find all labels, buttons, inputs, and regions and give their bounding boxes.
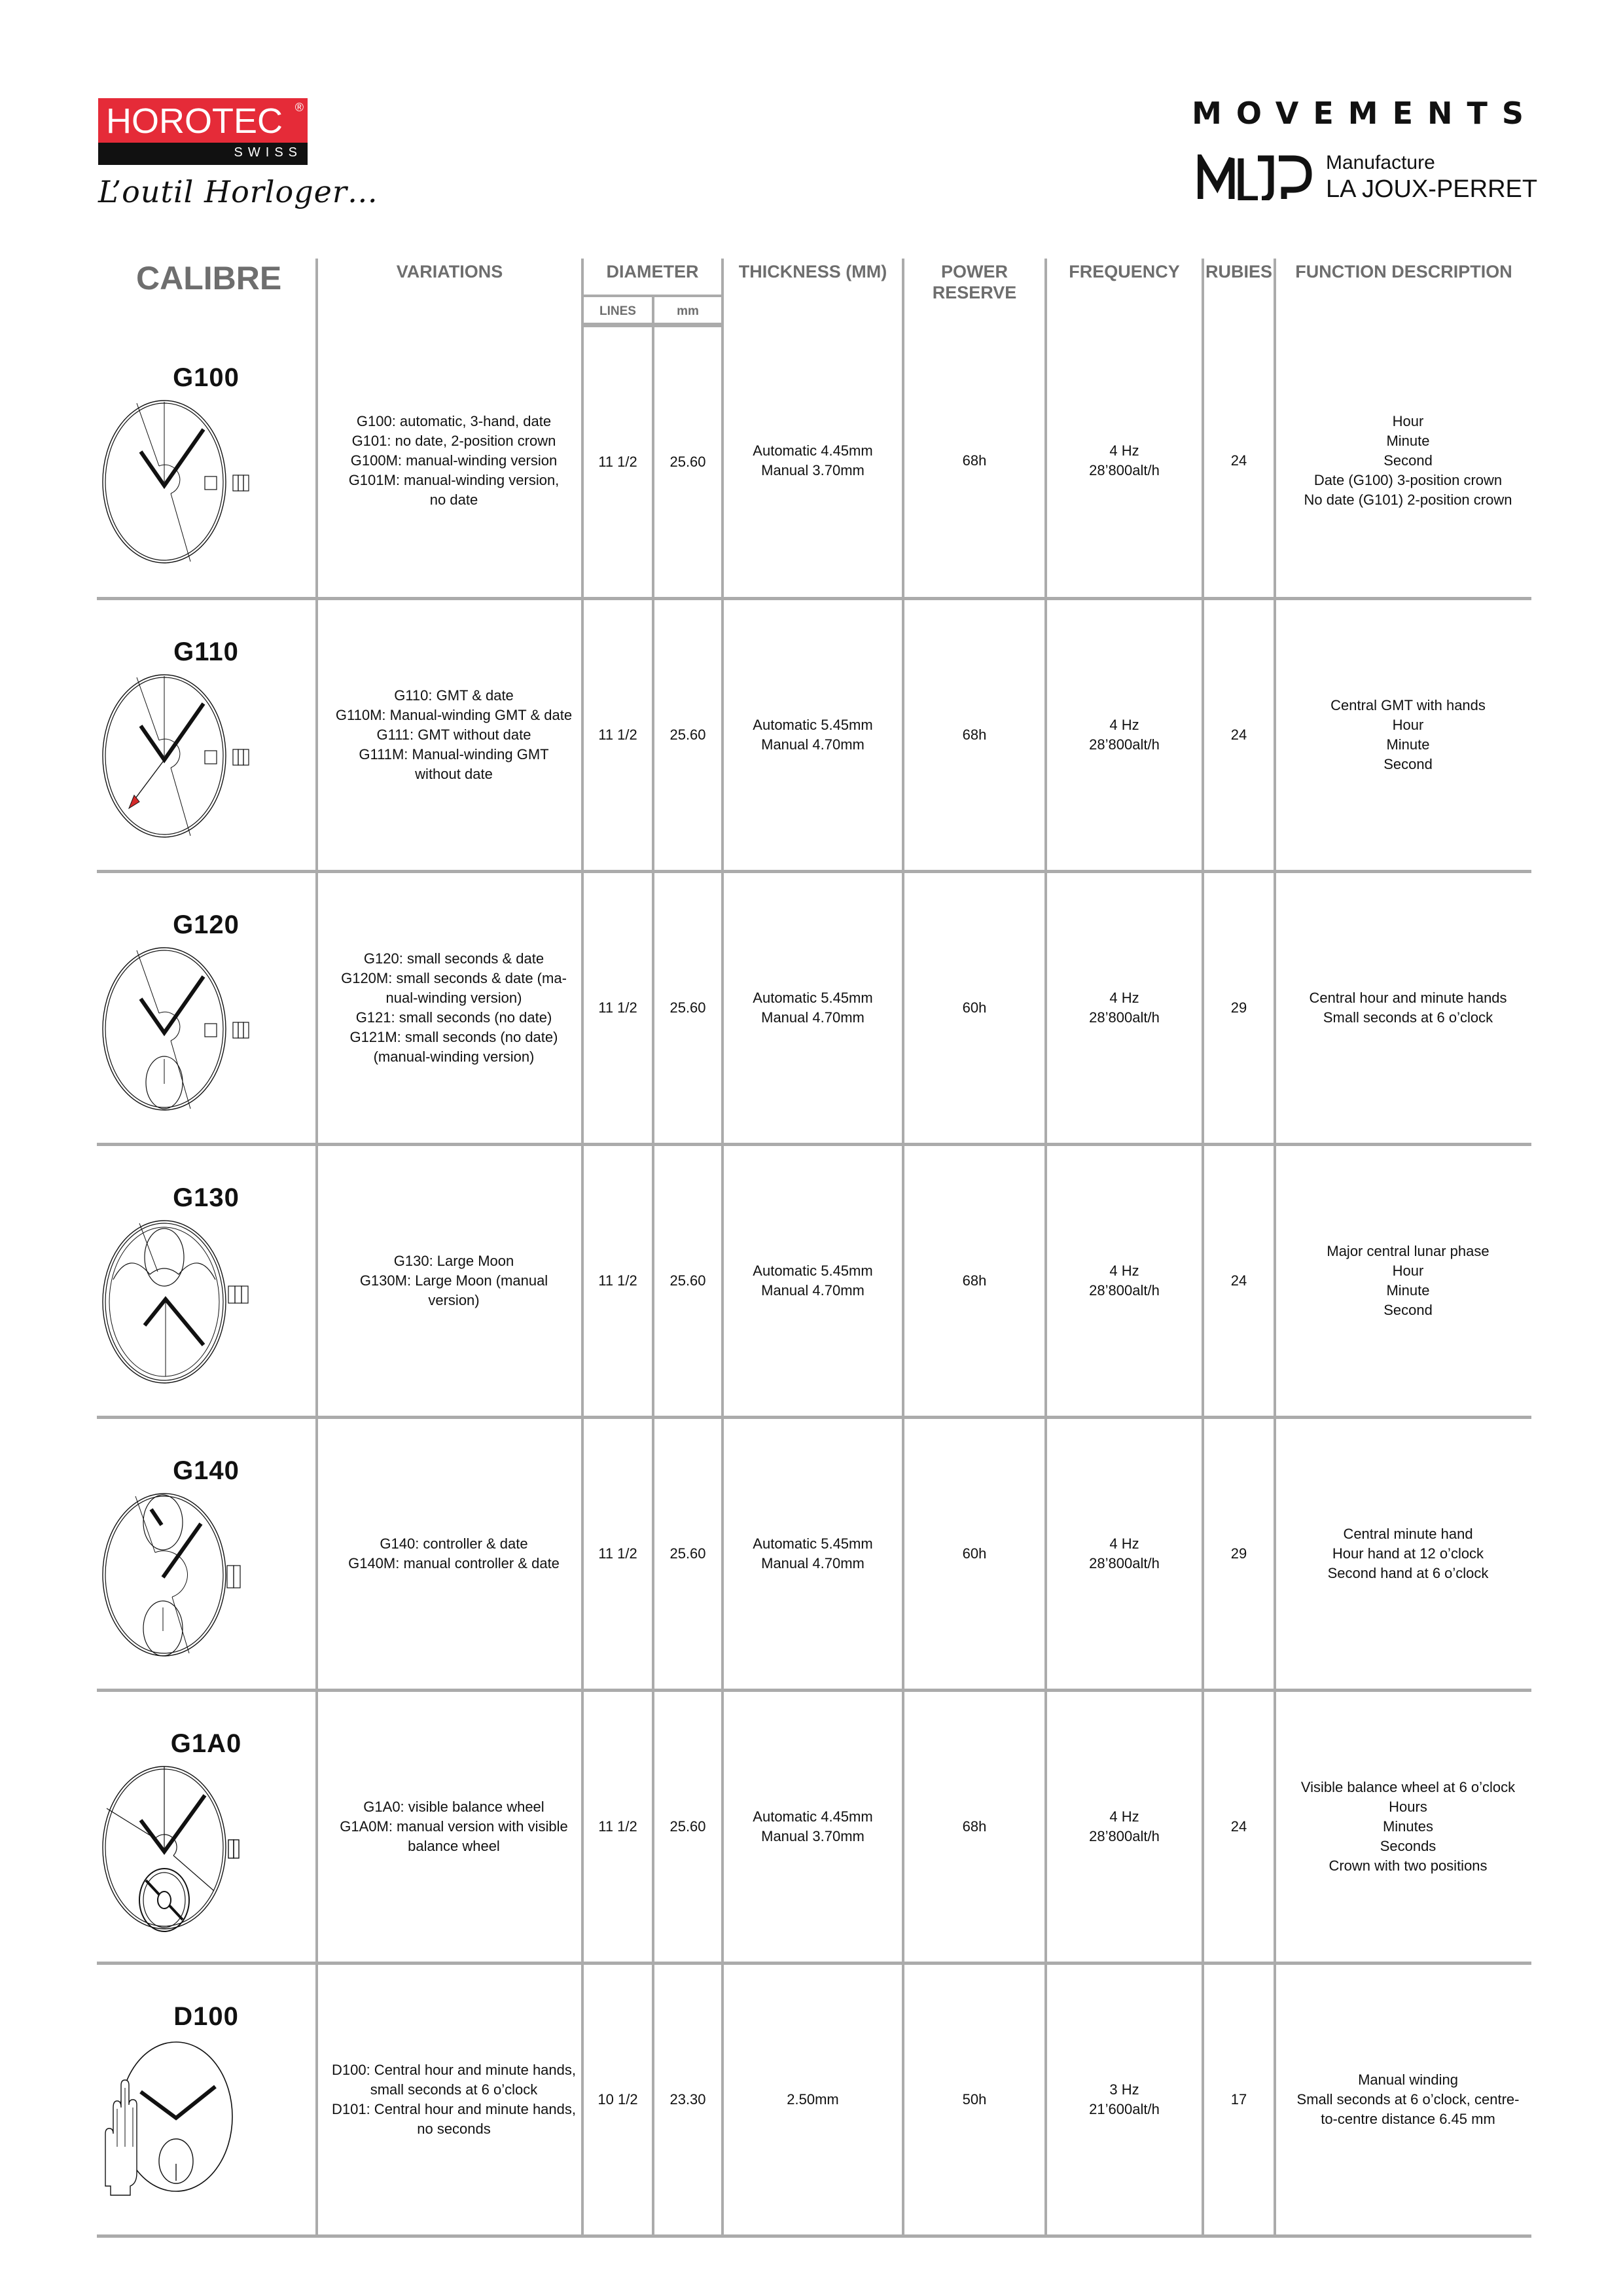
thickness-line: Manual 4.70mm xyxy=(761,1009,865,1026)
three-hand-date-dial-icon xyxy=(99,397,262,567)
frequency-line: 4 Hz xyxy=(1109,442,1139,459)
variation-line: no seconds xyxy=(417,2121,491,2137)
frequency-line: 28’800alt/h xyxy=(1089,1555,1160,1571)
diameter-lines-cell: 10 1/2 xyxy=(582,1964,653,2236)
variation-line: G1A0: visible balance wheel xyxy=(363,1799,544,1815)
moon-phase-dial-icon xyxy=(99,1217,262,1387)
power-reserve-cell: 68h xyxy=(903,1145,1046,1418)
frequency-line: 28’800alt/h xyxy=(1089,1828,1160,1844)
rubies-cell: 24 xyxy=(1203,1145,1275,1418)
calibre-cell xyxy=(97,1691,317,1964)
mljp-monogram-icon xyxy=(1198,154,1315,200)
frequency-cell xyxy=(1046,1418,1203,1691)
mljp-brand-name: LA JOUX-PERRET xyxy=(1326,175,1538,203)
column-header-power-reserve xyxy=(903,259,1046,325)
table-row-g130 xyxy=(97,1145,1531,1418)
horotec-wordmark: HOROTEC xyxy=(106,101,283,141)
variations-cell xyxy=(317,325,582,599)
frequency-line: 3 Hz xyxy=(1109,2081,1139,2098)
dial-diagram xyxy=(98,944,315,1114)
variation-line: G101: no date, 2-position crown xyxy=(351,433,556,450)
diameter-mm-cell: 25.60 xyxy=(653,872,722,1145)
variation-line: (manual-winding version) xyxy=(373,1049,535,1065)
mljp-manufacture-label: Manufacture xyxy=(1326,152,1435,173)
thickness-line: Manual 4.70mm xyxy=(761,1555,865,1571)
power-reserve-cell: 50h xyxy=(903,1964,1046,2236)
column-header-thickness: THICKNESS (MM) xyxy=(722,259,903,325)
variation-line: version) xyxy=(428,1292,480,1308)
function-line: Small seconds at 6 o’clock, centre- xyxy=(1296,2091,1520,2108)
thickness-line: Manual 4.70mm xyxy=(761,1282,865,1299)
variation-line: G140M: manual controller & date xyxy=(348,1555,560,1571)
variation-line: G121: small seconds (no date) xyxy=(355,1009,552,1026)
column-header-variations: VARIATIONS xyxy=(317,259,582,325)
dial-diagram xyxy=(98,1763,315,1933)
function-line: Major central lunar phase xyxy=(1327,1243,1489,1259)
function-description-cell xyxy=(1275,1964,1531,2236)
power-reserve-cell: 68h xyxy=(903,325,1046,599)
thickness-line: Automatic 4.45mm xyxy=(753,1808,873,1825)
function-description-cell xyxy=(1275,599,1531,872)
function-line: Second xyxy=(1383,452,1433,469)
variations-cell xyxy=(317,1964,582,2236)
thickness-line: 2.50mm xyxy=(787,2091,839,2108)
variation-line: without date xyxy=(415,766,493,782)
frequency-cell xyxy=(1046,599,1203,872)
variations-cell xyxy=(317,1691,582,1964)
function-line: Hour xyxy=(1392,413,1424,430)
variations-cell xyxy=(317,872,582,1145)
calibre-cell xyxy=(97,1964,317,2236)
variation-line: G140: controller & date xyxy=(380,1535,528,1552)
rubies-cell: 29 xyxy=(1203,872,1275,1145)
manual-winding-dial-icon xyxy=(99,2036,262,2206)
frequency-cell xyxy=(1046,1964,1203,2236)
frequency-line: 4 Hz xyxy=(1109,1808,1139,1825)
thickness-line: Automatic 5.45mm xyxy=(753,1263,873,1279)
calibre-name: G140 xyxy=(173,1456,240,1485)
diameter-mm-cell: 25.60 xyxy=(653,1691,722,1964)
function-line: Seconds xyxy=(1380,1838,1436,1854)
variation-line: G110M: Manual-winding GMT & date xyxy=(335,707,573,723)
diameter-lines-cell: 11 1/2 xyxy=(582,872,653,1145)
frequency-line: 28’800alt/h xyxy=(1089,736,1160,753)
function-line: Central GMT with hands xyxy=(1330,697,1486,713)
variation-line: G111M: Manual-winding GMT xyxy=(359,746,549,762)
variation-line: G1A0M: manual version with visible xyxy=(340,1818,568,1835)
thickness-line: Automatic 5.45mm xyxy=(753,717,873,733)
variations-cell xyxy=(317,1145,582,1418)
function-line: Minutes xyxy=(1382,1818,1434,1835)
variation-line: G130: Large Moon xyxy=(393,1253,514,1269)
frequency-line: 28’800alt/h xyxy=(1089,1282,1160,1299)
power-reserve-cell: 60h xyxy=(903,872,1046,1145)
function-description-cell xyxy=(1275,325,1531,599)
diameter-lines-cell: 11 1/2 xyxy=(582,1691,653,1964)
function-line: Central minute hand xyxy=(1343,1526,1473,1542)
variation-line: D101: Central hour and minute hands, xyxy=(331,2101,576,2117)
diameter-mm-cell: 25.60 xyxy=(653,325,722,599)
frequency-cell xyxy=(1046,1145,1203,1418)
dial-diagram xyxy=(98,397,315,567)
function-line: Second xyxy=(1383,756,1433,772)
variation-line: G100: automatic, 3-hand, date xyxy=(356,413,552,430)
function-line: Second hand at 6 o’clock xyxy=(1327,1565,1489,1581)
function-line: Minute xyxy=(1386,736,1430,753)
power-reserve-label-2: RESERVE xyxy=(932,283,1017,302)
variation-line: no date xyxy=(429,492,478,509)
column-header-diameter: DIAMETER xyxy=(582,259,722,296)
column-header-frequency: FREQUENCY xyxy=(1046,259,1203,325)
function-line: Small seconds at 6 o’clock xyxy=(1323,1009,1493,1026)
function-description-cell xyxy=(1275,1418,1531,1691)
function-line: Central hour and minute hands xyxy=(1309,990,1507,1006)
diameter-mm-cell: 25.60 xyxy=(653,1418,722,1691)
function-line: Minute xyxy=(1386,433,1430,450)
function-line: No date (G101) 2-position crown xyxy=(1304,492,1512,509)
diameter-lines-cell: 11 1/2 xyxy=(582,325,653,599)
horotec-logo xyxy=(98,98,378,209)
thickness-line: Automatic 4.45mm xyxy=(753,442,873,459)
thickness-line: Manual 4.70mm xyxy=(761,736,865,753)
variation-line: G111: GMT without date xyxy=(376,726,531,743)
rubies-cell: 17 xyxy=(1203,1964,1275,2236)
variation-line: D100: Central hour and minute hands, xyxy=(331,2062,576,2078)
thickness-cell xyxy=(722,325,903,599)
column-header-calibre: CALIBRE xyxy=(136,260,282,296)
dial-diagram xyxy=(98,671,315,841)
frequency-line: 28’800alt/h xyxy=(1089,1009,1160,1026)
rubies-cell: 29 xyxy=(1203,1418,1275,1691)
calibre-cell xyxy=(97,325,317,599)
frequency-line: 4 Hz xyxy=(1109,1263,1139,1279)
gmt-dial-icon xyxy=(99,671,262,841)
horotec-logo-black-band xyxy=(98,143,308,165)
table-row-g110 xyxy=(97,599,1531,872)
column-header-lines: LINES xyxy=(582,296,653,325)
function-line: Hour xyxy=(1392,1263,1424,1279)
table-row-d100 xyxy=(97,1964,1531,2236)
calibre-cell xyxy=(97,872,317,1145)
variation-line: balance wheel xyxy=(408,1838,500,1854)
table-body xyxy=(97,325,1531,2236)
horotec-logo-red-band xyxy=(98,98,308,143)
function-line: Hours xyxy=(1389,1799,1427,1815)
function-line: Hour hand at 12 o’clock xyxy=(1332,1545,1484,1562)
rubies-cell: 24 xyxy=(1203,1691,1275,1964)
table-row-g120 xyxy=(97,872,1531,1145)
variation-line: small seconds at 6 o’clock xyxy=(370,2081,538,2098)
frequency-cell xyxy=(1046,872,1203,1145)
dial-diagram xyxy=(98,2036,315,2206)
calibre-cell xyxy=(97,1145,317,1418)
diameter-lines-cell: 11 1/2 xyxy=(582,1418,653,1691)
power-reserve-label-1: POWER xyxy=(940,262,1008,281)
diameter-lines-cell: 11 1/2 xyxy=(582,599,653,872)
function-line: Manual winding xyxy=(1358,2072,1458,2088)
function-line: Hour xyxy=(1392,717,1424,733)
variation-line: nual-winding version) xyxy=(385,990,522,1006)
frequency-line: 4 Hz xyxy=(1109,717,1139,733)
function-description-cell xyxy=(1275,1691,1531,1964)
calibre-cell xyxy=(97,599,317,872)
variations-cell xyxy=(317,599,582,872)
table-row-g1a0 xyxy=(97,1691,1531,1964)
registered-mark: ® xyxy=(294,101,304,114)
column-header-mm: mm xyxy=(653,296,722,325)
calibre-name: G100 xyxy=(173,363,240,393)
function-line: Second xyxy=(1383,1302,1433,1318)
frequency-line: 21’600alt/h xyxy=(1089,2101,1160,2117)
calibre-name: G110 xyxy=(173,637,239,666)
thickness-cell xyxy=(722,872,903,1145)
variation-line: G120: small seconds & date xyxy=(363,950,544,967)
horotec-tagline: L’outil Horloger… xyxy=(98,174,378,209)
variation-line: G100M: manual-winding version xyxy=(350,452,558,469)
small-seconds-dial-icon xyxy=(99,944,262,1114)
rubies-cell: 24 xyxy=(1203,599,1275,872)
column-header-rubies: RUBIES xyxy=(1203,259,1275,325)
column-header-function: FUNCTION DESCRIPTION xyxy=(1275,259,1531,325)
function-description-cell xyxy=(1275,1145,1531,1418)
thickness-line: Automatic 5.45mm xyxy=(753,990,873,1006)
thickness-line: Manual 3.70mm xyxy=(761,1828,865,1844)
power-reserve-cell: 60h xyxy=(903,1418,1046,1691)
table-header-row xyxy=(97,259,1531,296)
function-line: Visible balance wheel at 6 o’clock xyxy=(1300,1779,1516,1795)
calibre-name: D100 xyxy=(173,2002,239,2031)
function-line: to-centre distance 6.45 mm xyxy=(1321,2111,1495,2127)
horotec-swiss-label: SWISS xyxy=(234,145,302,160)
frequency-line: 4 Hz xyxy=(1109,990,1139,1006)
visible-balance-dial-icon xyxy=(99,1763,262,1933)
movements-table xyxy=(97,259,1531,2238)
thickness-cell xyxy=(722,599,903,872)
variation-line: G121M: small seconds (no date) xyxy=(349,1029,558,1045)
frequency-line: 4 Hz xyxy=(1109,1535,1139,1552)
calibre-name: G1A0 xyxy=(170,1729,242,1758)
thickness-cell xyxy=(722,1964,903,2236)
function-line: Crown with two positions xyxy=(1329,1857,1488,1874)
calibre-name: G120 xyxy=(173,910,240,939)
regulator-dial-icon xyxy=(99,1490,262,1660)
table-row-g100 xyxy=(97,325,1531,599)
variation-line: G110: GMT & date xyxy=(394,687,514,704)
variations-cell xyxy=(317,1418,582,1691)
power-reserve-cell: 68h xyxy=(903,599,1046,872)
frequency-line: 28’800alt/h xyxy=(1089,462,1160,479)
diameter-mm-cell: 25.60 xyxy=(653,1145,722,1418)
dial-diagram xyxy=(98,1490,315,1660)
mljp-logo xyxy=(1198,152,1538,204)
function-line: Minute xyxy=(1386,1282,1430,1299)
table-row-g140 xyxy=(97,1418,1531,1691)
thickness-line: Automatic 5.45mm xyxy=(753,1535,873,1552)
variation-line: G101M: manual-winding version, xyxy=(348,472,560,489)
diameter-lines-cell: 11 1/2 xyxy=(582,1145,653,1418)
function-description-cell xyxy=(1275,872,1531,1145)
frequency-cell xyxy=(1046,1691,1203,1964)
thickness-line: Manual 3.70mm xyxy=(761,462,865,479)
function-line: Date (G100) 3-position crown xyxy=(1313,472,1503,489)
page-title: MOVEMENTS xyxy=(1192,96,1538,131)
diameter-mm-cell: 25.60 xyxy=(653,599,722,872)
thickness-cell xyxy=(722,1691,903,1964)
diameter-mm-cell: 23.30 xyxy=(653,1964,722,2236)
frequency-cell xyxy=(1046,325,1203,599)
dial-diagram xyxy=(98,1217,315,1387)
variation-line: G130M: Large Moon (manual xyxy=(359,1272,548,1289)
rubies-cell: 24 xyxy=(1203,325,1275,599)
power-reserve-cell: 68h xyxy=(903,1691,1046,1964)
thickness-cell xyxy=(722,1418,903,1691)
variation-line: G120M: small seconds & date (ma- xyxy=(341,970,567,986)
thickness-cell xyxy=(722,1145,903,1418)
calibre-name: G130 xyxy=(173,1183,240,1212)
calibre-cell xyxy=(97,1418,317,1691)
